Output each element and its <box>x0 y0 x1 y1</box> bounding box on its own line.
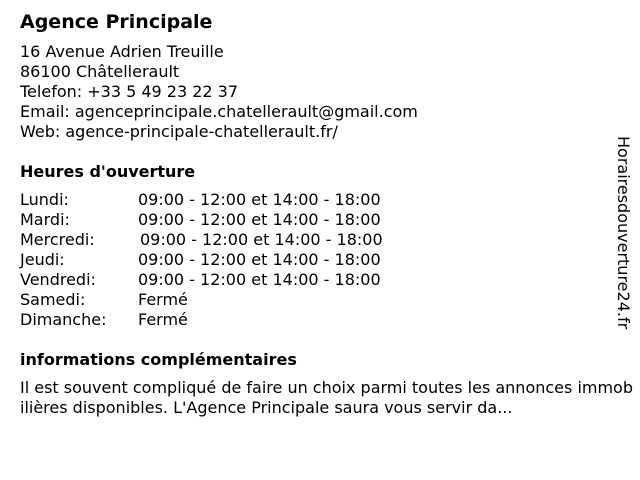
day-label: Dimanche: <box>20 310 107 329</box>
watermark-text: Horairesdouverture24.fr <box>614 136 633 330</box>
day-hours: 09:00 - 12:00 et 14:00 - 18:00 <box>138 250 381 269</box>
hours-row-jeudi <box>20 250 610 270</box>
hours-row-dimanche <box>20 310 610 330</box>
day-label: Lundi: <box>20 190 69 209</box>
hours-row-vendredi <box>20 270 610 290</box>
day-label: Samedi: <box>20 290 86 309</box>
day-hours: Fermé <box>138 310 188 329</box>
day-label: Mercredi: <box>20 230 95 249</box>
hours-row-mardi <box>20 210 610 230</box>
day-hours: 09:00 - 12:00 et 14:00 - 18:00 <box>138 270 381 289</box>
hours-row-mercredi <box>20 230 610 250</box>
day-hours: 09:00 - 12:00 et 14:00 - 18:00 <box>140 230 383 249</box>
day-label: Vendredi: <box>20 270 96 289</box>
info-heading: informations complémentaires <box>20 350 297 369</box>
hours-table <box>20 190 610 330</box>
hours-row-lundi <box>20 190 610 210</box>
day-hours: Fermé <box>138 290 188 309</box>
day-hours: 09:00 - 12:00 et 14:00 - 18:00 <box>138 190 381 209</box>
phone-line: Telefon: +33 5 49 23 22 37 <box>20 82 239 101</box>
email-line: Email: agenceprincipale.chatellerault@gmail.com <box>20 102 418 121</box>
hours-heading: Heures d'ouverture <box>20 162 196 181</box>
web-line: Web: agence-principale-chatellerault.fr/ <box>20 122 338 141</box>
site-watermark <box>612 136 634 370</box>
hours-row-samedi <box>20 290 610 310</box>
business-name: Agence Principale <box>20 11 213 33</box>
address-street: 16 Avenue Adrien Treuille <box>20 42 224 61</box>
day-hours: 09:00 - 12:00 et 14:00 - 18:00 <box>138 210 381 229</box>
day-label: Jeudi: <box>20 250 65 269</box>
day-label: Mardi: <box>20 210 70 229</box>
address-city: 86100 Châtellerault <box>20 62 180 81</box>
info-description: Il est souvent compliqué de faire un choix parmi toutes les annonces immobilières disponibles. L'Agence Principale saura vous servir da... <box>20 378 633 417</box>
